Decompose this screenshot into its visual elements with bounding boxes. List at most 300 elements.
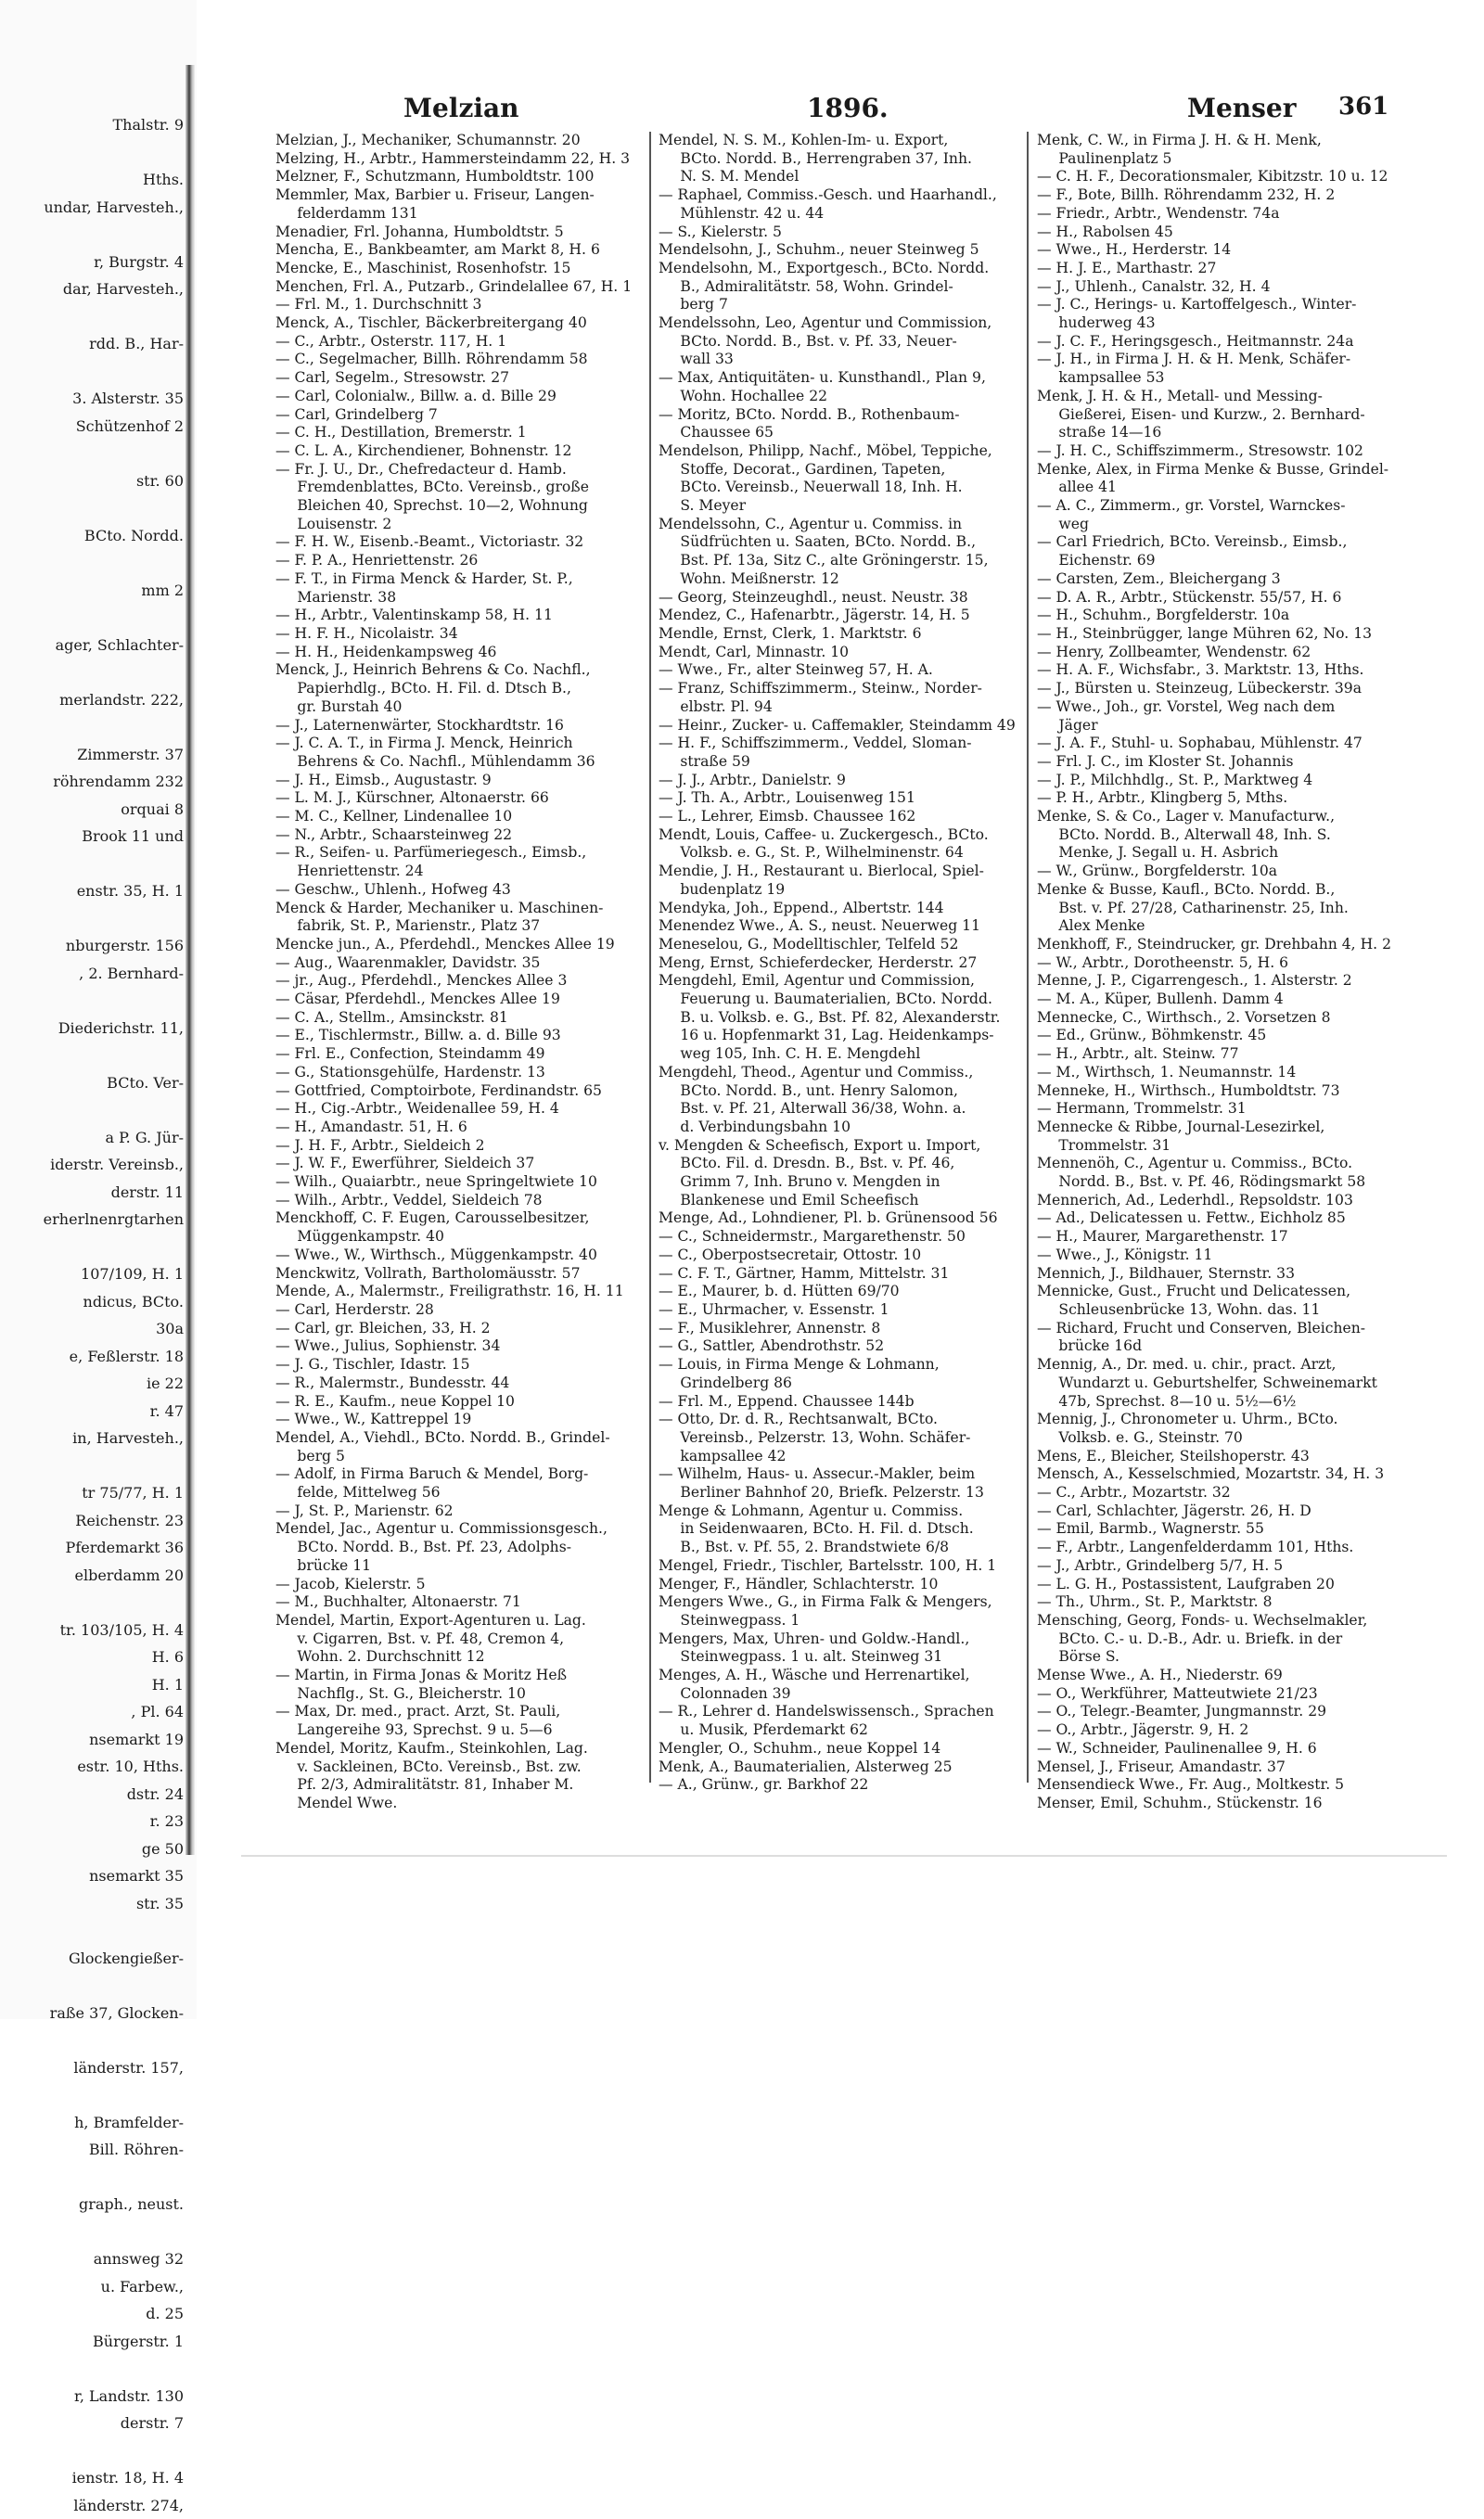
directory-entry-line: — J, St. P., Marienstr. 62 — [275, 1502, 642, 1521]
directory-entry-line: BCto. Nordd. B., unt. Henry Salomon, — [659, 1082, 1025, 1101]
previous-page-line: tr. 103/105, H. 4 — [0, 1617, 184, 1644]
directory-entry-line: Fremdenblattes, BCto. Vereinsb., große — [275, 479, 642, 497]
directory-entry-line: — Gottfried, Comptoirbote, Ferdinandstr. 65 — [275, 1082, 642, 1101]
directory-entry-line: Mennecke, C., Wirthsch., 2. Vorsetzen 8 — [1037, 1009, 1403, 1028]
directory-entry-line: — C. L. A., Kirchendiener, Bohnenstr. 12 — [275, 442, 642, 461]
previous-page-line: Glockengießer- — [0, 1945, 184, 1973]
directory-entry-line: — Aug., Waarenmakler, Davidstr. 35 — [275, 954, 642, 973]
previous-page-line: 30a — [0, 1315, 184, 1343]
previous-page-line: ie 22 — [0, 1370, 184, 1398]
previous-page-line: iderstr. Vereinsb., — [0, 1151, 184, 1179]
directory-entry-line: — Wilh., Quaiarbtr., neue Springeltwiete 10 — [275, 1173, 642, 1192]
previous-page-line: 3. Alsterstr. 35 — [0, 385, 184, 413]
directory-entry-line: Menck, J., Heinrich Behrens & Co. Nachfl., — [275, 661, 642, 680]
previous-page-line: rdd. B., Har- — [0, 330, 184, 358]
previous-page-line: annsweg 32 — [0, 2245, 184, 2273]
directory-entry-line: Wohn. 2. Durchschnitt 12 — [275, 1648, 642, 1667]
directory-entry-line: huderweg 43 — [1037, 314, 1403, 333]
previous-page-line: Zimmerstr. 37 — [0, 741, 184, 769]
directory-column-3 — [1037, 132, 1403, 1813]
directory-entry-line: — Wwe., Joh., gr. Vorstel, Weg nach dem — [1037, 698, 1403, 717]
previous-page-line: länderstr. 157, — [0, 2054, 184, 2082]
directory-entry-line: Menkhoff, F., Steindrucker, gr. Drehbahn 4, H. 2 — [1037, 936, 1403, 954]
directory-entry-line: — C., Schneidermstr., Margarethenstr. 50 — [659, 1228, 1025, 1247]
directory-entry-line: gr. Burstah 40 — [275, 698, 642, 717]
directory-entry-line: Menck, A., Tischler, Bäckerbreitergang 40 — [275, 314, 642, 333]
directory-entry-line: kampsallee 53 — [1037, 369, 1403, 388]
directory-entry-line: Mendie, J. H., Restaurant u. Bierlocal, Spiel- — [659, 863, 1025, 881]
previous-page-line: , 2. Bernhard- — [0, 960, 184, 988]
directory-entry-line: — Carl, gr. Bleichen, 33, H. 2 — [275, 1320, 642, 1338]
directory-entry-line: B., Bst. v. Pf. 55, 2. Brandstwiete 6/8 — [659, 1539, 1025, 1557]
previous-page-line: nsemarkt 35 — [0, 1862, 184, 1890]
previous-page-line: Thalstr. 9 — [0, 111, 184, 139]
previous-page-line: tr 75/77, H. 1 — [0, 1479, 184, 1507]
directory-entry-line: — H. A. F., Wichsfabr., 3. Marktstr. 13, Hths. — [1037, 661, 1403, 680]
directory-entry-line: Menke, S. & Co., Lager v. Manufacturw., — [1037, 808, 1403, 826]
directory-entry-line: Mendt, Louis, Caffee- u. Zuckergesch., BCto. — [659, 826, 1025, 845]
directory-entry-line: Menck & Harder, Mechaniker u. Maschinen- — [275, 900, 642, 918]
column-divider — [649, 132, 651, 1783]
directory-entry-line: Mendel, Martin, Export-Agenturen u. Lag. — [275, 1612, 642, 1630]
previous-page-line — [0, 850, 184, 878]
previous-page-line — [0, 1042, 184, 1069]
directory-entry-line: Mennecke & Ribbe, Journal-Lesezirkel, — [1037, 1119, 1403, 1137]
previous-page-line: raße 37, Glocken- — [0, 2000, 184, 2027]
directory-entry-line: Volksb. e. G., St. P., Wilhelminenstr. 64 — [659, 844, 1025, 863]
directory-entry-line: Mennicke, Gust., Frucht und Delicatessen, — [1037, 1283, 1403, 1301]
previous-page-line: länderstr. 274, — [0, 2492, 184, 2519]
directory-entry-line: Mendelson, Philipp, Nachf., Möbel, Teppiche, — [659, 442, 1025, 461]
directory-entry-line: — H., Arbtr., alt. Steinw. 77 — [1037, 1045, 1403, 1064]
directory-entry-line: — C., Arbtr., Mozartstr. 32 — [1037, 1484, 1403, 1502]
directory-entry-line: brücke 16d — [1037, 1337, 1403, 1356]
directory-entry-line: — N., Arbtr., Schaarsteinweg 22 — [275, 826, 642, 845]
directory-entry-line: — J., Arbtr., Grindelberg 5/7, H. 5 — [1037, 1557, 1403, 1576]
directory-entry-line: Chaussee 65 — [659, 424, 1025, 442]
previous-page-line: r. 23 — [0, 1808, 184, 1835]
previous-page-line: mm 2 — [0, 577, 184, 605]
directory-entry-line: — F., Bote, Billh. Röhrendamm 232, H. 2 — [1037, 186, 1403, 205]
directory-entry-line: Eichenstr. 69 — [1037, 552, 1403, 570]
directory-entry-line: — Heinr., Zucker- u. Caffemakler, Steindamm 49 — [659, 717, 1025, 735]
directory-entry-line: Mengers, Max, Uhren- und Goldw.-Handl., — [659, 1630, 1025, 1649]
directory-entry-line: — F. T., in Firma Menck & Harder, St. P., — [275, 570, 642, 589]
directory-entry-line: — O., Werkführer, Matteutwiete 21/23 — [1037, 1685, 1403, 1704]
previous-page-line: ge 50 — [0, 1835, 184, 1863]
directory-entry-line: Blankenese und Emil Scheefisch — [659, 1192, 1025, 1210]
directory-entry-line: Menchen, Frl. A., Putzarb., Grindelallee 67, H. 1 — [275, 278, 642, 297]
directory-entry-line: — J. J., Arbtr., Danielstr. 9 — [659, 772, 1025, 790]
directory-entry-line: kampsallee 42 — [659, 1448, 1025, 1466]
directory-entry-line: wall 33 — [659, 351, 1025, 369]
directory-entry-line: v. Cigarren, Bst. v. Pf. 48, Cremon 4, — [275, 1630, 642, 1649]
previous-page-line: derstr. 7 — [0, 2410, 184, 2437]
directory-entry-line: Mennig, J., Chronometer u. Uhrm., BCto. — [1037, 1411, 1403, 1429]
directory-entry-line: N. S. M. Mendel — [659, 168, 1025, 186]
previous-page-line: , Pl. 64 — [0, 1698, 184, 1726]
directory-entry-line: Nordd. B., Bst. v. Pf. 46, Rödingsmarkt 58 — [1037, 1173, 1403, 1192]
directory-entry-line: — C. H., Destillation, Bremerstr. 1 — [275, 424, 642, 442]
directory-entry-line: — F., Arbtr., Langenfelderdamm 101, Hths. — [1037, 1539, 1403, 1557]
previous-page-line: enstr. 35, H. 1 — [0, 877, 184, 905]
previous-page-line: e, Feßlerstr. 18 — [0, 1343, 184, 1371]
previous-page-line: Hths. — [0, 166, 184, 194]
directory-entry-line: Louisenstr. 2 — [275, 516, 642, 534]
previous-page-line: u. Farbew., — [0, 2273, 184, 2301]
directory-entry-line: BCto. Nordd. B., Bst. Pf. 23, Adolphs- — [275, 1539, 642, 1557]
directory-entry-line: — W., Schneider, Paulinenallee 9, H. 6 — [1037, 1740, 1403, 1758]
directory-entry-line: Mengdehl, Emil, Agentur und Commission, — [659, 972, 1025, 991]
directory-entry-line: weg — [1037, 516, 1403, 534]
previous-page-line — [0, 1234, 184, 1261]
directory-entry-line: Menckhoff, C. F. Eugen, Carousselbesitzer, — [275, 1209, 642, 1228]
previous-page-line — [0, 1096, 184, 1124]
directory-entry-line: — Adolf, in Firma Baruch & Mendel, Borg- — [275, 1465, 642, 1484]
directory-entry-line: Berliner Bahnhof 20, Briefk. Pelzerstr. 13 — [659, 1484, 1025, 1502]
directory-entry-line: — Carl, Herderstr. 28 — [275, 1301, 642, 1320]
directory-entry-line: Südfrüchten u. Saaten, BCto. Nordd. B., — [659, 533, 1025, 552]
directory-entry-line: — G., Stationsgehülfe, Hardenstr. 13 — [275, 1064, 642, 1082]
column-divider — [1027, 132, 1029, 1783]
directory-entry-line: Menger, F., Händler, Schlachterstr. 10 — [659, 1576, 1025, 1594]
directory-entry-line: Menges, A. H., Wäsche und Herrenartikel, — [659, 1667, 1025, 1685]
previous-page-line: r, Burgstr. 4 — [0, 249, 184, 276]
directory-entry-line: — S., Kielerstr. 5 — [659, 224, 1025, 242]
previous-page-line: str. 35 — [0, 1890, 184, 1918]
directory-entry-line: Mengel, Friedr., Tischler, Bartelsstr. 100, H. 1 — [659, 1557, 1025, 1576]
directory-entry-line: Mencha, E., Bankbeamter, am Markt 8, H. 6 — [275, 241, 642, 260]
directory-entry-line: — Martin, in Firma Jonas & Moritz Heß — [275, 1667, 642, 1685]
directory-entry-line: — W., Grünw., Borgfelderstr. 10a — [1037, 863, 1403, 881]
header-right-catchword: Menser — [1187, 93, 1297, 123]
directory-entry-line: Steinwegpass. 1 u. alt. Steinweg 31 — [659, 1648, 1025, 1667]
directory-entry-line: — J. C. A. T., in Firma J. Menck, Heinrich — [275, 735, 642, 753]
directory-entry-line: Papierhdlg., BCto. H. Fil. d. Dtsch B., — [275, 680, 642, 698]
previous-page-line — [0, 440, 184, 467]
directory-entry-line: — L. G. H., Postassistent, Laufgraben 20 — [1037, 1576, 1403, 1594]
previous-page-line: röhrendamm 232 — [0, 768, 184, 796]
directory-entry-line: — H. F., Schiffszimmerm., Veddel, Sloman- — [659, 735, 1025, 753]
directory-entry-line: brücke 11 — [275, 1557, 642, 1576]
directory-entry-line: Menke, J. Segall u. H. Asbrich — [1037, 844, 1403, 863]
directory-entry-line: — Carl, Colonialw., Billw. a. d. Bille 29 — [275, 388, 642, 406]
directory-entry-line: — O., Telegr.-Beamter, Jungmannstr. 29 — [1037, 1703, 1403, 1721]
directory-entry-line: Mencke, E., Maschinist, Rosenhofstr. 15 — [275, 260, 642, 278]
directory-entry-line: fabrik, St. P., Marienstr., Platz 37 — [275, 917, 642, 936]
directory-entry-line: Bst. v. Pf. 21, Alterwall 36/38, Wohn. a. — [659, 1100, 1025, 1119]
book-spine-gutter — [186, 65, 195, 1855]
directory-entry-line: Mende, A., Malermstr., Freiligrathstr. 16, H. 11 — [275, 1283, 642, 1301]
directory-entry-line: — C. H. F., Decorationsmaler, Kibitzstr. 10 u. 12 — [1037, 168, 1403, 186]
previous-page-line — [0, 1972, 184, 2000]
directory-entry-line: Meng, Ernst, Schieferdecker, Herderstr. 27 — [659, 954, 1025, 973]
directory-entry-line: — A., Grünw., gr. Barkhof 22 — [659, 1776, 1025, 1795]
directory-entry-line: — M., Wirthsch, 1. Neumannstr. 14 — [1037, 1064, 1403, 1082]
directory-entry-line: Mensch, A., Kesselschmied, Mozartstr. 34, H. 3 — [1037, 1465, 1403, 1484]
previous-page-line: undar, Harvesteh., — [0, 194, 184, 222]
directory-entry-line: Bst. v. Pf. 27/28, Catharinenstr. 25, Inh. — [1037, 900, 1403, 918]
directory-entry-line: — J. C. F., Heringsgesch., Heitmannstr. 24a — [1037, 333, 1403, 352]
previous-page-line — [0, 987, 184, 1015]
directory-entry-line: Behrens & Co. Nachfl., Mühlendamm 36 — [275, 753, 642, 772]
directory-entry-line: — J. C., Herings- u. Kartoffelgesch., Winter- — [1037, 296, 1403, 314]
previous-page-line: BCto. Ver- — [0, 1069, 184, 1097]
previous-page-line: ienstr. 18, H. 4 — [0, 2464, 184, 2492]
previous-page-line: ager, Schlachter- — [0, 632, 184, 659]
previous-page-line: ndicus, BCto. — [0, 1288, 184, 1316]
directory-entry-line: — Max, Dr. med., pract. Arzt, St. Pauli, — [275, 1703, 642, 1721]
directory-entry-line: 47b, Sprechst. 8—10 u. 5½—6½ — [1037, 1393, 1403, 1412]
directory-entry-line: Mendel Wwe. — [275, 1795, 642, 1813]
previous-page-line — [0, 2027, 184, 2054]
previous-page-line: Brook 11 und — [0, 823, 184, 850]
directory-entry-line: BCto. Vereinsb., Neuerwall 18, Inh. H. — [659, 479, 1025, 497]
directory-entry-line: Mens, E., Bleicher, Steilshoperstr. 43 — [1037, 1448, 1403, 1466]
directory-entry-line: Jäger — [1037, 717, 1403, 735]
previous-page-line: BCto. Nordd. — [0, 522, 184, 550]
directory-entry-line: Wundarzt u. Geburtshelfer, Schweinemarkt — [1037, 1375, 1403, 1393]
directory-entry-line: Mennerich, Ad., Lederhdl., Repsoldstr. 103 — [1037, 1192, 1403, 1210]
directory-entry-line: Vereinsb., Pelzerstr. 13, Wohn. Schäfer- — [659, 1429, 1025, 1448]
previous-page-line — [0, 2081, 184, 2109]
directory-entry-line: Mendelsohn, M., Exportgesch., BCto. Nordd. — [659, 260, 1025, 278]
directory-entry-line: Melzing, H., Arbtr., Hammersteindamm 22, H. 3 — [275, 150, 642, 169]
directory-entry-line: Bleichen 40, Sprechst. 10—2, Wohnung — [275, 497, 642, 516]
directory-entry-line: S. Meyer — [659, 497, 1025, 516]
previous-page-line: Reichenstr. 23 — [0, 1507, 184, 1535]
directory-entry-line: — Carsten, Zem., Bleichergang 3 — [1037, 570, 1403, 589]
directory-entry-line: — jr., Aug., Pferdehdl., Menckes Allee 3 — [275, 972, 642, 991]
directory-entry-line: Mendle, Ernst, Clerk, 1. Marktstr. 6 — [659, 625, 1025, 644]
directory-entry-line: Langereihe 93, Sprechst. 9 u. 5—6 — [275, 1721, 642, 1740]
previous-page-line — [0, 2219, 184, 2246]
directory-entry-line: d. Verbindungsbahn 10 — [659, 1119, 1025, 1137]
directory-entry-line: Volksb. e. G., Steinstr. 70 — [1037, 1429, 1403, 1448]
directory-entry-line: Menge & Lohmann, Agentur u. Commiss. — [659, 1502, 1025, 1521]
directory-entry-line: Grindelberg 86 — [659, 1375, 1025, 1393]
previous-page-line — [0, 221, 184, 249]
previous-page-line: nburgerstr. 156 — [0, 932, 184, 960]
directory-entry-line: Menge, Ad., Lohndiener, Pl. b. Grünensood 56 — [659, 1209, 1025, 1228]
directory-entry-line: — Ad., Delicatessen u. Fettw., Eichholz 85 — [1037, 1209, 1403, 1228]
page-number: 361 — [1338, 93, 1388, 121]
directory-entry-line: — C., Arbtr., Osterstr. 117, H. 1 — [275, 333, 642, 352]
directory-entry-line: — Louis, in Firma Menge & Lohmann, — [659, 1356, 1025, 1375]
directory-entry-line: v. Mengden & Scheefisch, Export u. Import, — [659, 1137, 1025, 1156]
directory-entry-line: Schleusenbrücke 13, Wohn. das. 11 — [1037, 1301, 1403, 1320]
directory-entry-line: — L. M. J., Kürschner, Altonaerstr. 66 — [275, 789, 642, 808]
previous-page-line — [0, 905, 184, 933]
previous-page-line: Diederichstr. 11, — [0, 1015, 184, 1042]
previous-page-line: estr. 10, Hths. — [0, 1753, 184, 1781]
page-header — [274, 93, 1387, 130]
directory-entry-line: Menk, J. H. & H., Metall- und Messing- — [1037, 388, 1403, 406]
directory-entry-line: — H., Rabolsen 45 — [1037, 224, 1403, 242]
previous-page-line: Pferdemarkt 36 — [0, 1534, 184, 1562]
previous-page-line: dstr. 24 — [0, 1781, 184, 1809]
directory-entry-line: 16 u. Hopfenmarkt 31, Lag. Heidenkamps- — [659, 1027, 1025, 1045]
directory-entry-line: Mengdehl, Theod., Agentur und Commiss., — [659, 1064, 1025, 1082]
directory-entry-line: Mendelsohn, J., Schuhm., neuer Steinweg 5 — [659, 241, 1025, 260]
directory-entry-line: — Carl, Schlachter, Jägerstr. 26, H. D — [1037, 1502, 1403, 1521]
previous-page-line: Schützenhof 2 — [0, 413, 184, 441]
directory-entry-line: — J. W. F., Ewerführer, Sieldeich 37 — [275, 1155, 642, 1173]
directory-entry-line: — Fr. J. U., Dr., Chefredacteur d. Hamb. — [275, 461, 642, 480]
directory-entry-line: Mendel, N. S. M., Kohlen-Im- u. Export, — [659, 132, 1025, 150]
directory-entry-line: Paulinenplatz 5 — [1037, 150, 1403, 169]
directory-entry-line: weg 105, Inh. C. H. E. Mengdehl — [659, 1045, 1025, 1064]
directory-entry-line: Alex Menke — [1037, 917, 1403, 936]
directory-entry-line: — Max, Antiquitäten- u. Kunsthandl., Plan 9, — [659, 369, 1025, 388]
directory-entry-line: — C. F. T., Gärtner, Hamm, Mittelstr. 31 — [659, 1265, 1025, 1284]
directory-entry-line: Mennich, J., Bildhauer, Sternstr. 33 — [1037, 1265, 1403, 1284]
directory-entry-line: Trommelstr. 31 — [1037, 1137, 1403, 1156]
previous-page-line: nsemarkt 19 — [0, 1726, 184, 1754]
directory-entry-line: Melzian, J., Mechaniker, Schumannstr. 20 — [275, 132, 642, 150]
directory-entry-line: — J. H., in Firma J. H. & H. Menk, Schäfer- — [1037, 351, 1403, 369]
directory-entry-line: Mendelssohn, C., Agentur u. Commiss. in — [659, 516, 1025, 534]
directory-entry-line: — H., Arbtr., Valentinskamp 58, H. 11 — [275, 607, 642, 625]
directory-entry-line: — G., Sattler, Abendrothstr. 52 — [659, 1337, 1025, 1356]
directory-entry-line: — H., Steinbrügger, lange Mühren 62, No. 13 — [1037, 625, 1403, 644]
directory-entry-line: Melzner, F., Schutzmann, Humboldtstr. 100 — [275, 168, 642, 186]
directory-entry-line: — R., Lehrer d. Handelswissensch., Sprachen — [659, 1703, 1025, 1721]
previous-page-line — [0, 494, 184, 522]
directory-entry-line: Mendyka, Joh., Eppend., Albertstr. 144 — [659, 900, 1025, 918]
directory-entry-line: — M. A., Küper, Bullenh. Damm 4 — [1037, 991, 1403, 1009]
directory-entry-line: Menk, C. W., in Firma J. H. & H. Menk, — [1037, 132, 1403, 150]
directory-entry-line: Mendez, C., Hafenarbtr., Jägerstr. 14, H. 5 — [659, 607, 1025, 625]
directory-entry-line: — J., Uhlenh., Canalstr. 32, H. 4 — [1037, 278, 1403, 297]
previous-page-line: H. 6 — [0, 1643, 184, 1671]
directory-entry-line: — J. H. F., Arbtr., Sieldeich 2 — [275, 1137, 642, 1156]
directory-entry-line: — Wwe., W., Wirthsch., Müggenkampstr. 40 — [275, 1247, 642, 1265]
directory-entry-line: Menk, A., Baumaterialien, Alsterweg 25 — [659, 1758, 1025, 1777]
directory-entry-line: — H. F. H., Nicolaistr. 34 — [275, 625, 642, 644]
directory-entry-line: — E., Maurer, b. d. Hütten 69/70 — [659, 1283, 1025, 1301]
previous-page-line: graph., neust. — [0, 2191, 184, 2219]
directory-entry-line: — O., Arbtr., Jägerstr. 9, H. 2 — [1037, 1721, 1403, 1740]
directory-entry-line: — P. H., Arbtr., Klingberg 5, Mths. — [1037, 789, 1403, 808]
directory-entry-line: in Seidenwaaren, BCto. H. Fil. d. Dtsch. — [659, 1520, 1025, 1539]
directory-entry-line: — Frl. M., 1. Durchschnitt 3 — [275, 296, 642, 314]
directory-entry-line: — M. C., Kellner, Lindenallee 10 — [275, 808, 642, 826]
directory-entry-line: — R., Malermstr., Bundesstr. 44 — [275, 1375, 642, 1393]
directory-entry-line: Pf. 2/3, Admiralitätstr. 81, Inhaber M. — [275, 1776, 642, 1795]
previous-page-line: Bill. Röhren- — [0, 2136, 184, 2164]
directory-entry-line: — J. P., Milchhdlg., St. P., Marktweg 4 — [1037, 772, 1403, 790]
directory-entry-line: — Carl, Grindelberg 7 — [275, 406, 642, 425]
directory-entry-line: — Henry, Zollbeamter, Wendenstr. 62 — [1037, 644, 1403, 662]
directory-entry-line: Marienstr. 38 — [275, 589, 642, 607]
directory-entry-line: berg 5 — [275, 1448, 642, 1466]
directory-entry-line: — Ed., Grünw., Böhmkenstr. 45 — [1037, 1027, 1403, 1045]
directory-entry-line: — H. H., Heidenkampsweg 46 — [275, 644, 642, 662]
directory-entry-line: — Carl Friedrich, BCto. Vereinsb., Eimsb., — [1037, 533, 1403, 552]
directory-entry-line: Mühlenstr. 42 u. 44 — [659, 205, 1025, 224]
previous-page-line — [0, 2355, 184, 2383]
directory-entry-line: — Wwe., Fr., alter Steinweg 57, H. A. — [659, 661, 1025, 680]
directory-entry-line: — H., Amandastr. 51, H. 6 — [275, 1119, 642, 1137]
directory-entry-line: v. Sackleinen, BCto. Vereinsb., Bst. zw. — [275, 1758, 642, 1777]
directory-entry-line: budenplatz 19 — [659, 881, 1025, 900]
directory-entry-line: Grimm 7, Inh. Bruno v. Mengden in — [659, 1173, 1025, 1192]
directory-entry-line: Memmler, Max, Barbier u. Friseur, Langen- — [275, 186, 642, 205]
directory-entry-line: Bst. Pf. 13a, Sitz C., alte Gröningerstr. 15, — [659, 552, 1025, 570]
directory-entry-line: — Emil, Barmb., Wagnerstr. 55 — [1037, 1520, 1403, 1539]
previous-page-line: d. 25 — [0, 2300, 184, 2328]
previous-page-line — [0, 358, 184, 386]
previous-page-line: 107/109, H. 1 — [0, 1260, 184, 1288]
directory-entry-line: Menneke, H., Wirthsch., Humboldtstr. 73 — [1037, 1082, 1403, 1101]
directory-entry-line: BCto. C.- u. D.-B., Adr. u. Briefk. in der — [1037, 1630, 1403, 1649]
directory-entry-line: — Friedr., Arbtr., Wendenstr. 74a — [1037, 205, 1403, 224]
directory-entry-line: — F. P. A., Henriettenstr. 26 — [275, 552, 642, 570]
directory-entry-line: Mensel, J., Friseur, Amandastr. 37 — [1037, 1758, 1403, 1777]
directory-entry-line: — Raphael, Commiss.-Gesch. und Haarhandl., — [659, 186, 1025, 205]
directory-entry-line: Mencke jun., A., Pferdehdl., Menckes Allee 19 — [275, 936, 642, 954]
directory-column-1 — [275, 132, 642, 1813]
directory-entry-line: Meneselou, G., Modelltischler, Telfeld 52 — [659, 936, 1025, 954]
directory-entry-line: Gießerei, Eisen- und Kurzw., 2. Bernhard- — [1037, 406, 1403, 425]
directory-entry-line: — Geschw., Uhlenh., Hofweg 43 — [275, 881, 642, 900]
directory-entry-line: — J. H. C., Schiffszimmerm., Stresowstr. 102 — [1037, 442, 1403, 461]
previous-page-line: erherlnenrgtarhen — [0, 1206, 184, 1234]
previous-page-line — [0, 659, 184, 686]
directory-entry-line: — F., Musiklehrer, Annenstr. 8 — [659, 1320, 1025, 1338]
previous-page-line: orquai 8 — [0, 796, 184, 824]
directory-entry-line: — J. Th. A., Arbtr., Louisenweg 151 — [659, 789, 1025, 808]
previous-page-line — [0, 1452, 184, 1480]
previous-page-line — [0, 1917, 184, 1945]
header-year: 1896. — [807, 93, 889, 123]
previous-page-line: r, Landstr. 130 — [0, 2383, 184, 2410]
directory-entry-line: Mennenöh, C., Agentur u. Commiss., BCto. — [1037, 1155, 1403, 1173]
directory-entry-line: Mennig, A., Dr. med. u. chir., pract. Arzt, — [1037, 1356, 1403, 1375]
directory-entry-line: BCto. Nordd. B., Herrengraben 37, Inh. — [659, 150, 1025, 169]
directory-entry-line: Mendelssohn, Leo, Agentur und Commission, — [659, 314, 1025, 333]
directory-entry-line: Mendt, Carl, Minnastr. 10 — [659, 644, 1025, 662]
directory-entry-line: Henriettenstr. 24 — [275, 863, 642, 881]
directory-entry-line: Menke & Busse, Kaufl., BCto. Nordd. B., — [1037, 881, 1403, 900]
directory-entry-line: allee 41 — [1037, 479, 1403, 497]
directory-entry-line: straße 59 — [659, 753, 1025, 772]
directory-entry-line: Müggenkampstr. 40 — [275, 1228, 642, 1247]
previous-page-line: h, Bramfelder- — [0, 2109, 184, 2137]
previous-page-line: a P. G. Jür- — [0, 1124, 184, 1152]
directory-entry-line: — Frl. M., Eppend. Chaussee 144b — [659, 1393, 1025, 1412]
directory-entry-line: Mense Wwe., A. H., Niederstr. 69 — [1037, 1667, 1403, 1685]
directory-entry-line: — E., Tischlermstr., Billw. a. d. Bille 93 — [275, 1027, 642, 1045]
directory-entry-line: Mendel, A., Viehdl., BCto. Nordd. B., Grindel- — [275, 1429, 642, 1448]
directory-entry-line: — C., Oberpostsecretair, Ottostr. 10 — [659, 1247, 1025, 1265]
directory-entry-line: Mensching, Georg, Fonds- u. Wechselmakler, — [1037, 1612, 1403, 1630]
previous-page-line — [0, 2437, 184, 2465]
directory-entry-line: straße 14—16 — [1037, 424, 1403, 442]
previous-page-line: derstr. 11 — [0, 1179, 184, 1207]
previous-page-line: merlandstr. 222, — [0, 686, 184, 714]
directory-entry-line: Mendel, Jac., Agentur u. Commissionsgesch., — [275, 1520, 642, 1539]
directory-entry-line: — Otto, Dr. d. R., Rechtsanwalt, BCto. — [659, 1411, 1025, 1429]
directory-entry-line: — Wilhelm, Haus- u. Assecur.-Makler, beim — [659, 1465, 1025, 1484]
directory-entry-line: u. Musik, Pferdemarkt 62 — [659, 1721, 1025, 1740]
directory-entry-line: berg 7 — [659, 296, 1025, 314]
directory-entry-line: — Wwe., H., Herderstr. 14 — [1037, 241, 1403, 260]
directory-entry-line: — Frl. J. C., im Kloster St. Johannis — [1037, 753, 1403, 772]
directory-entry-line: — C. A., Stellm., Amsinckstr. 81 — [275, 1009, 642, 1028]
directory-entry-line: — Georg, Steinzeughdl., neust. Neustr. 38 — [659, 589, 1025, 607]
